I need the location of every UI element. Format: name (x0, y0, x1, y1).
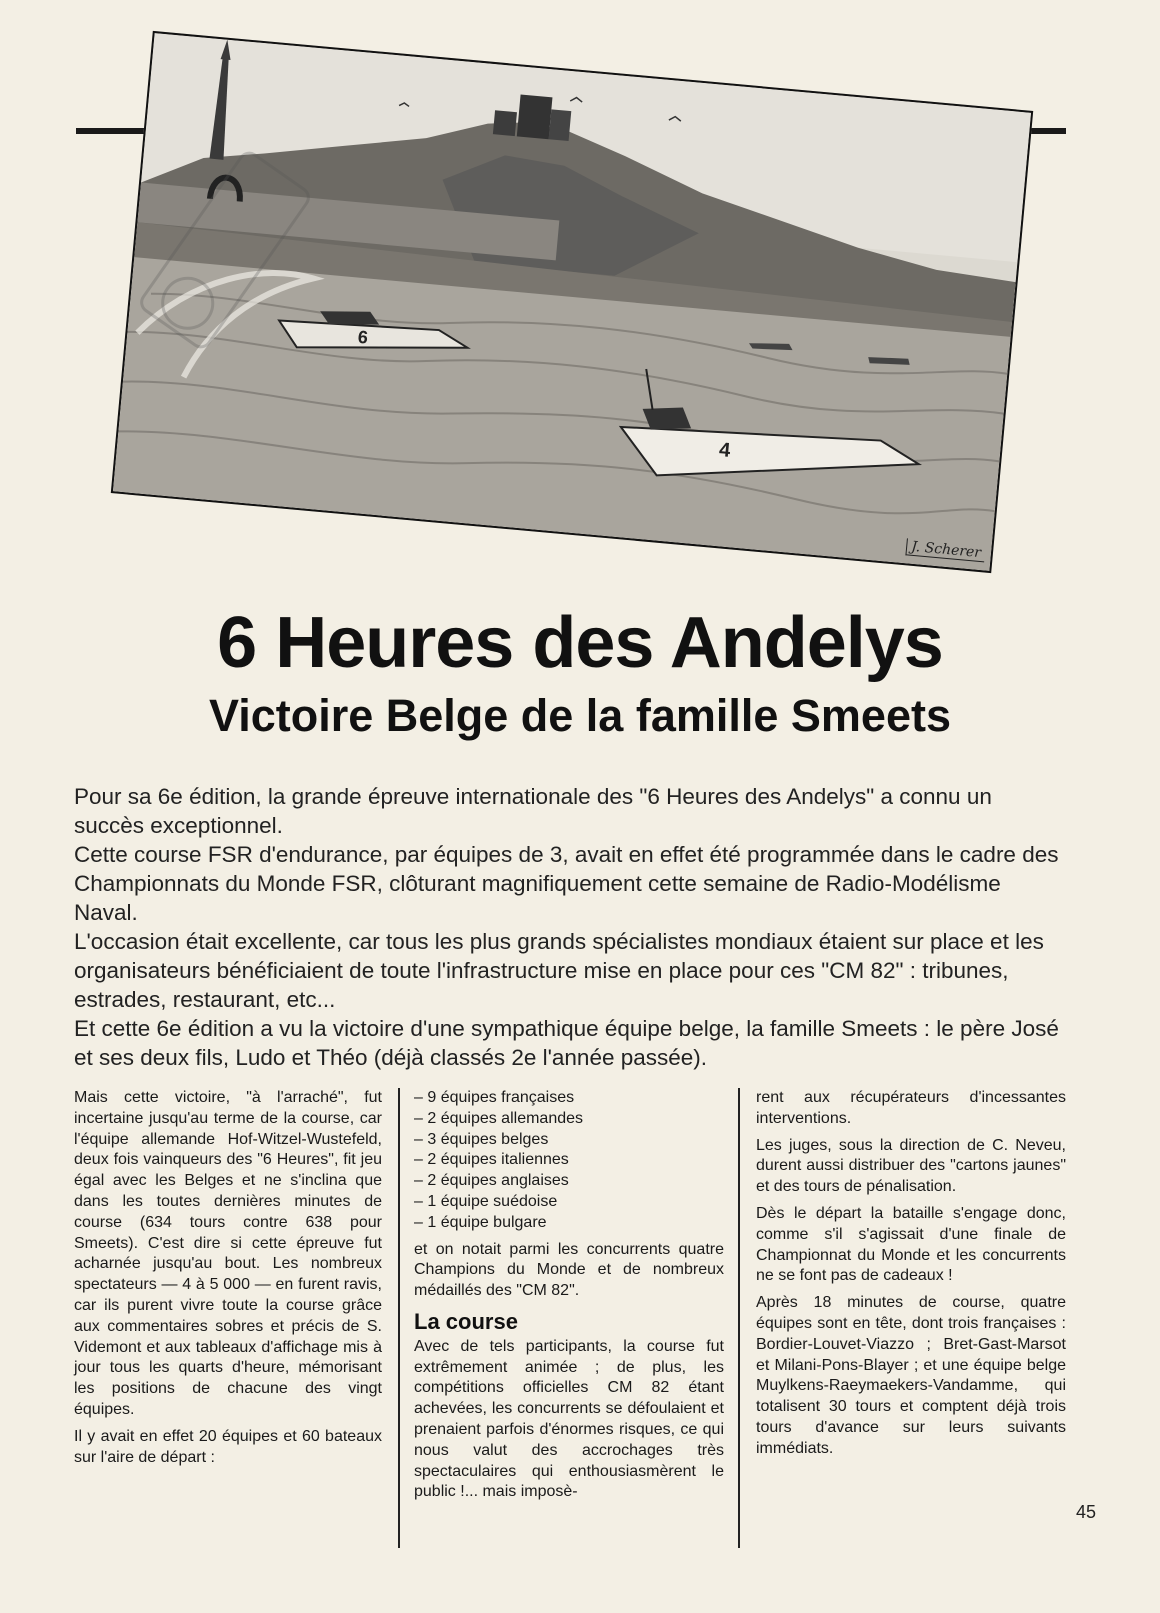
paragraph: Mais cette victoire, "à l'arraché", fut incertaine jusqu'au terme de la course, car l'équipe allemande Hof-Witzel-Wustefeld, deux fois vainqueurs des "6 Heures", fit jeu égal avec les Belges et ne s'inclina que dans les toutes dernières minutes de course (634 tours contre 638 pour Smeets). C'est dire si cette épreuve fut acharnée jusqu'au bout. Les nombreux spectateurs — 4 à 5 000 — en furent ravis, car ils purent vivre toute la course grâce aux commentaires sobres et précis de S. Videmont et aux tableaux d'affichage mis à jour tous les quarts d'heure, mémorisant les positions de chacune des vingt équipes. (74, 1089, 382, 1418)
svg-text:6: 6 (357, 326, 369, 348)
page-number: 45 (1076, 1502, 1097, 1522)
paragraph: Après 18 minutes de course, quatre équipes sont en tête, dont trois françaises : Bordier-Louvet-Viazzo ; Bret-Gast-Marsot et Milani-Pons-Blayer ; et une équipe belge Muylkens-Raeymaekers-Vandamme, qui totalisent 30 tours et comptent déjà trois tours d'avance sur leurs suivants immédiats. (756, 1294, 1066, 1457)
column-2 (414, 1088, 724, 1509)
list-item: – 2 équipes allemandes (414, 1109, 724, 1130)
paragraph: Il y avait en effet 20 équipes et 60 bateaux sur l'aire de départ : (74, 1427, 382, 1466)
svg-text:4: 4 (718, 438, 732, 462)
column-divider (738, 1088, 740, 1548)
column-divider (398, 1088, 400, 1548)
paragraph: et on notait parmi les concurrents quatre Champions du Monde et de nombreux médaillés des "CM 82". (414, 1240, 724, 1300)
teams-list (414, 1088, 724, 1234)
page-title: 6 Heures des Andelys (217, 603, 943, 683)
paragraph: rent aux récupérateurs d'incessantes interventions. (756, 1089, 1066, 1127)
paragraph: Dès le départ la bataille s'engage donc, comme s'il s'agissait d'une finale de Championnat du Monde et les concurrents ne se font pas de cadeaux ! (756, 1204, 1066, 1285)
page-subtitle: Victoire Belge de la famille Smeets (209, 690, 951, 741)
intro-line: Pour sa 6e édition, la grande épreuve internationale des "6 Heures des Andelys" a connu un succès exceptionnel. (74, 784, 992, 838)
column-3 (756, 1088, 1066, 1466)
intro-paragraph (74, 782, 1066, 1072)
list-item: – 2 équipes italiennes (414, 1150, 724, 1171)
list-item: – 3 équipes belges (414, 1130, 724, 1151)
list-item: – 2 équipes anglaises (414, 1171, 724, 1192)
list-item: – 1 équipe suédoise (414, 1192, 724, 1213)
watermark-stamp (100, 100, 350, 400)
intro-line: L'occasion était excellente, car tous les plus grands spécialistes mondiaux étaient sur place et les organisateurs bénéficiaient de toute l'infrastructure mise en place pour ces "CM 82" : tribunes, estrades, restaurant, etc... (74, 929, 1044, 1012)
paragraph: Avec de tels participants, la course fut extrêmement animée ; de plus, les compétitions officielles CM 82 étant achevées, les concurrents se défoulaient et prenaient parfois d'énormes risques, ce qui nous valut des accrochages très spectaculaires qui enthousiasmèrent le public !... mais imposè- (414, 1337, 724, 1501)
intro-line: Cette course FSR d'endurance, par équipes de 3, avait en effet été programmée dans le cadre des Championnats du Monde FSR, clôturant magnifiquement cette semaine de Radio-Modélisme Naval. (74, 842, 1059, 925)
paragraph: Les juges, sous la direction de C. Neveu, durent aussi distribuer des "cartons jaunes" et des tours de pénalisation. (756, 1136, 1066, 1196)
intro-line: Et cette 6e édition a vu la victoire d'une sympathique équipe belge, la famille Smeets : le père José et ses deux fils, Ludo et Théo (déjà classés 2e l'année passée). (74, 1016, 1059, 1070)
column-1 (74, 1088, 382, 1474)
list-item: – 1 équipe bulgare (414, 1213, 724, 1234)
list-item: – 9 équipes françaises (414, 1088, 724, 1109)
section-heading: La course (414, 1308, 518, 1334)
artist-signature: J. Scherer (906, 538, 986, 562)
